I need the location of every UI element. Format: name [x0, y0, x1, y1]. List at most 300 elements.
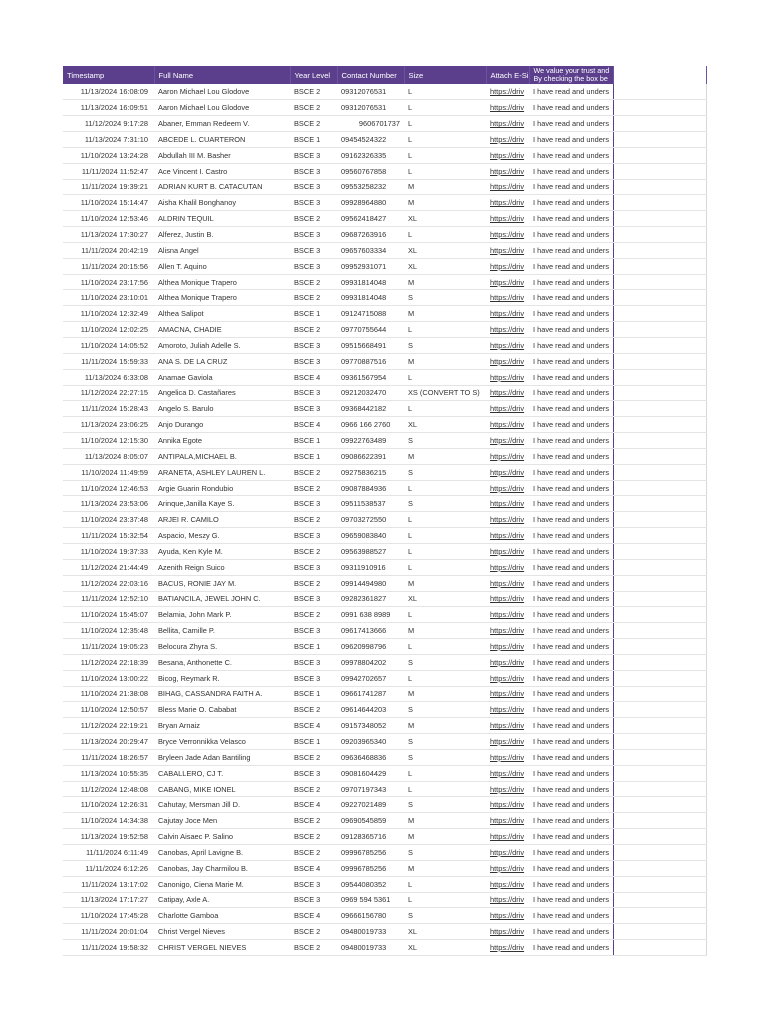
year-level-cell[interactable]: BSCE 2 [290, 702, 337, 718]
size-cell[interactable]: M [404, 718, 486, 734]
contact-number-cell[interactable]: 09703272550 [337, 512, 404, 528]
header-full-name[interactable]: Full Name [154, 66, 290, 84]
full-name-cell[interactable]: ARJEI R. CAMILO [154, 512, 290, 528]
full-name-cell[interactable]: Cajutay Joce Men [154, 813, 290, 829]
size-cell[interactable]: L [404, 132, 486, 148]
contact-number-cell[interactable]: 09996785256 [337, 845, 404, 861]
timestamp-cell[interactable]: 11/10/2024 12:02:25 [63, 322, 154, 338]
empty-cell[interactable] [613, 417, 706, 433]
consent-cell[interactable]: I have read and unders [529, 385, 613, 401]
consent-cell[interactable]: I have read and unders [529, 306, 613, 322]
empty-cell[interactable] [613, 242, 706, 258]
contact-number-cell[interactable]: 09931814048 [337, 290, 404, 306]
year-level-cell[interactable]: BSCE 3 [290, 591, 337, 607]
esignature-link[interactable]: https://driv [486, 274, 529, 290]
timestamp-cell[interactable]: 11/11/2024 6:12:26 [63, 860, 154, 876]
year-level-cell[interactable]: BSCE 2 [290, 749, 337, 765]
consent-cell[interactable]: I have read and unders [529, 829, 613, 845]
table-row[interactable] [63, 385, 706, 401]
table-row[interactable] [63, 639, 706, 655]
year-level-cell[interactable]: BSCE 3 [290, 258, 337, 274]
timestamp-cell[interactable]: 11/13/2024 20:29:47 [63, 734, 154, 750]
contact-number-cell[interactable]: 0991 638 8989 [337, 607, 404, 623]
contact-number-cell[interactable]: 09312076531 [337, 84, 404, 100]
table-row[interactable] [63, 116, 706, 132]
full-name-cell[interactable]: Angelica D. Castañares [154, 385, 290, 401]
empty-cell[interactable] [613, 116, 706, 132]
size-cell[interactable]: L [404, 116, 486, 132]
timestamp-cell[interactable]: 11/13/2024 8:05:07 [63, 448, 154, 464]
contact-number-cell[interactable]: 09952931071 [337, 258, 404, 274]
size-cell[interactable]: S [404, 338, 486, 354]
esignature-link[interactable]: https://driv [486, 623, 529, 639]
size-cell[interactable]: S [404, 845, 486, 861]
contact-number-cell[interactable]: 09212032470 [337, 385, 404, 401]
consent-cell[interactable]: I have read and unders [529, 242, 613, 258]
full-name-cell[interactable]: Abdullah III M. Basher [154, 147, 290, 163]
table-row[interactable] [63, 147, 706, 163]
full-name-cell[interactable]: Bryleen Jade Adan Bantiling [154, 749, 290, 765]
consent-cell[interactable]: I have read and unders [529, 734, 613, 750]
size-cell[interactable]: M [404, 195, 486, 211]
year-level-cell[interactable]: BSCE 2 [290, 116, 337, 132]
full-name-cell[interactable]: Azenith Reign Suico [154, 559, 290, 575]
size-cell[interactable]: M [404, 353, 486, 369]
size-cell[interactable]: S [404, 496, 486, 512]
empty-cell[interactable] [613, 369, 706, 385]
full-name-cell[interactable]: Bryan Arnaiz [154, 718, 290, 734]
header-contact-number[interactable]: Contact Number [337, 66, 404, 84]
table-row[interactable] [63, 322, 706, 338]
table-row[interactable] [63, 195, 706, 211]
year-level-cell[interactable]: BSCE 2 [290, 480, 337, 496]
timestamp-cell[interactable]: 11/10/2024 14:34:38 [63, 813, 154, 829]
empty-cell[interactable] [613, 480, 706, 496]
empty-cell[interactable] [613, 84, 706, 100]
timestamp-cell[interactable]: 11/13/2024 17:17:27 [63, 892, 154, 908]
consent-cell[interactable]: I have read and unders [529, 940, 613, 956]
year-level-cell[interactable]: BSCE 3 [290, 876, 337, 892]
table-row[interactable] [63, 290, 706, 306]
size-cell[interactable]: S [404, 290, 486, 306]
size-cell[interactable]: M [404, 829, 486, 845]
contact-number-cell[interactable]: 09480019733 [337, 940, 404, 956]
timestamp-cell[interactable]: 11/11/2024 19:05:23 [63, 639, 154, 655]
consent-cell[interactable]: I have read and unders [529, 781, 613, 797]
consent-cell[interactable]: I have read and unders [529, 480, 613, 496]
size-cell[interactable]: L [404, 147, 486, 163]
size-cell[interactable]: L [404, 670, 486, 686]
year-level-cell[interactable]: BSCE 2 [290, 274, 337, 290]
header-year-level[interactable]: Year Level [290, 66, 337, 84]
esignature-link[interactable]: https://driv [486, 322, 529, 338]
timestamp-cell[interactable]: 11/10/2024 23:37:48 [63, 512, 154, 528]
esignature-link[interactable]: https://driv [486, 306, 529, 322]
esignature-link[interactable]: https://driv [486, 829, 529, 845]
esignature-link[interactable]: https://driv [486, 892, 529, 908]
consent-cell[interactable]: I have read and unders [529, 623, 613, 639]
consent-cell[interactable]: I have read and unders [529, 227, 613, 243]
year-level-cell[interactable]: BSCE 2 [290, 543, 337, 559]
empty-cell[interactable] [613, 433, 706, 449]
contact-number-cell[interactable]: 09770887516 [337, 353, 404, 369]
consent-cell[interactable]: I have read and unders [529, 211, 613, 227]
timestamp-cell[interactable]: 11/11/2024 13:17:02 [63, 876, 154, 892]
consent-cell[interactable]: I have read and unders [529, 654, 613, 670]
size-cell[interactable]: L [404, 528, 486, 544]
esignature-link[interactable]: https://driv [486, 496, 529, 512]
contact-number-cell[interactable]: 09620998796 [337, 639, 404, 655]
timestamp-cell[interactable]: 11/11/2024 6:11:49 [63, 845, 154, 861]
contact-number-cell[interactable]: 09454524322 [337, 132, 404, 148]
empty-cell[interactable] [613, 448, 706, 464]
year-level-cell[interactable]: BSCE 4 [290, 908, 337, 924]
contact-number-cell[interactable]: 09087884936 [337, 480, 404, 496]
table-row[interactable] [63, 718, 706, 734]
year-level-cell[interactable]: BSCE 3 [290, 163, 337, 179]
timestamp-cell[interactable]: 11/11/2024 12:52:10 [63, 591, 154, 607]
empty-cell[interactable] [613, 654, 706, 670]
full-name-cell[interactable]: Ayuda, Ken Kyle M. [154, 543, 290, 559]
timestamp-cell[interactable]: 11/10/2024 12:15:30 [63, 433, 154, 449]
timestamp-cell[interactable]: 11/10/2024 13:00:22 [63, 670, 154, 686]
esignature-link[interactable]: https://driv [486, 211, 529, 227]
full-name-cell[interactable]: Annika Egote [154, 433, 290, 449]
empty-cell[interactable] [613, 734, 706, 750]
contact-number-cell[interactable]: 09942702657 [337, 670, 404, 686]
contact-number-cell[interactable]: 09275836215 [337, 464, 404, 480]
empty-cell[interactable] [613, 211, 706, 227]
full-name-cell[interactable]: BIHAG, CASSANDRA FAITH A. [154, 686, 290, 702]
esignature-link[interactable]: https://driv [486, 797, 529, 813]
empty-cell[interactable] [613, 670, 706, 686]
year-level-cell[interactable]: BSCE 2 [290, 781, 337, 797]
empty-cell[interactable] [613, 512, 706, 528]
empty-cell[interactable] [613, 575, 706, 591]
size-cell[interactable]: S [404, 908, 486, 924]
empty-cell[interactable] [613, 401, 706, 417]
consent-cell[interactable]: I have read and unders [529, 116, 613, 132]
esignature-link[interactable]: https://driv [486, 528, 529, 544]
consent-cell[interactable]: I have read and unders [529, 258, 613, 274]
contact-number-cell[interactable]: 09659083840 [337, 528, 404, 544]
table-row[interactable] [63, 940, 706, 956]
contact-number-cell[interactable]: 09515668491 [337, 338, 404, 354]
consent-cell[interactable]: I have read and unders [529, 290, 613, 306]
empty-cell[interactable] [613, 338, 706, 354]
consent-cell[interactable]: I have read and unders [529, 559, 613, 575]
consent-cell[interactable]: I have read and unders [529, 908, 613, 924]
consent-cell[interactable]: I have read and unders [529, 132, 613, 148]
year-level-cell[interactable]: BSCE 3 [290, 338, 337, 354]
size-cell[interactable]: M [404, 274, 486, 290]
empty-cell[interactable] [613, 464, 706, 480]
empty-cell[interactable] [613, 924, 706, 940]
consent-cell[interactable]: I have read and unders [529, 417, 613, 433]
full-name-cell[interactable]: ARANETA, ASHLEY LAUREN L. [154, 464, 290, 480]
contact-number-cell[interactable]: 09553258232 [337, 179, 404, 195]
esignature-link[interactable]: https://driv [486, 749, 529, 765]
table-row[interactable] [63, 100, 706, 116]
size-cell[interactable]: M [404, 306, 486, 322]
contact-number-cell[interactable]: 09931814048 [337, 274, 404, 290]
timestamp-cell[interactable]: 11/13/2024 16:09:51 [63, 100, 154, 116]
year-level-cell[interactable]: BSCE 3 [290, 147, 337, 163]
empty-cell[interactable] [613, 496, 706, 512]
full-name-cell[interactable]: Anamae Gaviola [154, 369, 290, 385]
esignature-link[interactable]: https://driv [486, 385, 529, 401]
year-level-cell[interactable]: BSCE 3 [290, 892, 337, 908]
consent-cell[interactable]: I have read and unders [529, 353, 613, 369]
full-name-cell[interactable]: Alferez, Justin B. [154, 227, 290, 243]
consent-cell[interactable]: I have read and unders [529, 448, 613, 464]
consent-cell[interactable]: I have read and unders [529, 147, 613, 163]
full-name-cell[interactable]: Anjo Durango [154, 417, 290, 433]
contact-number-cell[interactable]: 09690545859 [337, 813, 404, 829]
year-level-cell[interactable]: BSCE 3 [290, 654, 337, 670]
year-level-cell[interactable]: BSCE 1 [290, 448, 337, 464]
esignature-link[interactable]: https://driv [486, 242, 529, 258]
esignature-link[interactable]: https://driv [486, 670, 529, 686]
full-name-cell[interactable]: Alisna Angel [154, 242, 290, 258]
year-level-cell[interactable]: BSCE 2 [290, 512, 337, 528]
table-row[interactable] [63, 84, 706, 100]
consent-cell[interactable]: I have read and unders [529, 797, 613, 813]
consent-cell[interactable]: I have read and unders [529, 702, 613, 718]
esignature-link[interactable]: https://driv [486, 639, 529, 655]
size-cell[interactable]: L [404, 607, 486, 623]
contact-number-cell[interactable]: 09544080352 [337, 876, 404, 892]
empty-cell[interactable] [613, 607, 706, 623]
size-cell[interactable]: M [404, 813, 486, 829]
contact-number-cell[interactable]: 09563988527 [337, 543, 404, 559]
size-cell[interactable]: L [404, 639, 486, 655]
size-cell[interactable]: L [404, 100, 486, 116]
year-level-cell[interactable]: BSCE 2 [290, 464, 337, 480]
timestamp-cell[interactable]: 11/10/2024 12:32:49 [63, 306, 154, 322]
consent-cell[interactable]: I have read and unders [529, 591, 613, 607]
size-cell[interactable]: M [404, 179, 486, 195]
table-row[interactable] [63, 686, 706, 702]
full-name-cell[interactable]: Arinque,Janilla Kaye S. [154, 496, 290, 512]
full-name-cell[interactable]: Bicog, Reymark R. [154, 670, 290, 686]
timestamp-cell[interactable]: 11/13/2024 10:55:35 [63, 765, 154, 781]
size-cell[interactable]: S [404, 734, 486, 750]
contact-number-cell[interactable]: 09511538537 [337, 496, 404, 512]
timestamp-cell[interactable]: 11/12/2024 21:44:49 [63, 559, 154, 575]
empty-cell[interactable] [613, 797, 706, 813]
full-name-cell[interactable]: Canobas, April Lavigne B. [154, 845, 290, 861]
empty-cell[interactable] [613, 940, 706, 956]
size-cell[interactable]: L [404, 543, 486, 559]
year-level-cell[interactable]: BSCE 4 [290, 417, 337, 433]
contact-number-cell[interactable]: 09560767858 [337, 163, 404, 179]
size-cell[interactable]: L [404, 369, 486, 385]
timestamp-cell[interactable]: 11/10/2024 11:49:59 [63, 464, 154, 480]
full-name-cell[interactable]: Aaron Michael Lou Glodove [154, 100, 290, 116]
consent-cell[interactable]: I have read and unders [529, 575, 613, 591]
year-level-cell[interactable]: BSCE 4 [290, 797, 337, 813]
esignature-link[interactable]: https://driv [486, 353, 529, 369]
timestamp-cell[interactable]: 11/10/2024 23:17:56 [63, 274, 154, 290]
consent-cell[interactable]: I have read and unders [529, 686, 613, 702]
empty-cell[interactable] [613, 179, 706, 195]
full-name-cell[interactable]: AMACNA, CHADIE [154, 322, 290, 338]
timestamp-cell[interactable]: 11/10/2024 13:24:28 [63, 147, 154, 163]
size-cell[interactable]: L [404, 892, 486, 908]
empty-cell[interactable] [613, 749, 706, 765]
contact-number-cell[interactable]: 09157348052 [337, 718, 404, 734]
empty-cell[interactable] [613, 147, 706, 163]
year-level-cell[interactable]: BSCE 3 [290, 227, 337, 243]
full-name-cell[interactable]: Allen T. Aquino [154, 258, 290, 274]
size-cell[interactable]: L [404, 163, 486, 179]
timestamp-cell[interactable]: 11/11/2024 20:01:04 [63, 924, 154, 940]
timestamp-cell[interactable]: 11/12/2024 22:03:16 [63, 575, 154, 591]
table-row[interactable] [63, 211, 706, 227]
full-name-cell[interactable]: Ace Vincent I. Castro [154, 163, 290, 179]
consent-cell[interactable]: I have read and unders [529, 322, 613, 338]
timestamp-cell[interactable]: 11/11/2024 20:15:56 [63, 258, 154, 274]
timestamp-cell[interactable]: 11/10/2024 12:50:57 [63, 702, 154, 718]
empty-cell[interactable] [613, 860, 706, 876]
table-row[interactable] [63, 338, 706, 354]
esignature-link[interactable]: https://driv [486, 575, 529, 591]
full-name-cell[interactable]: Abaner, Emman Redeem V. [154, 116, 290, 132]
contact-number-cell[interactable]: 09770755644 [337, 322, 404, 338]
esignature-link[interactable]: https://driv [486, 845, 529, 861]
contact-number-cell[interactable]: 0969 594 5361 [337, 892, 404, 908]
empty-cell[interactable] [613, 876, 706, 892]
size-cell[interactable]: L [404, 322, 486, 338]
timestamp-cell[interactable]: 11/10/2024 19:37:33 [63, 543, 154, 559]
full-name-cell[interactable]: Cahutay, Mersman Jill D. [154, 797, 290, 813]
esignature-link[interactable]: https://driv [486, 591, 529, 607]
year-level-cell[interactable]: BSCE 3 [290, 528, 337, 544]
contact-number-cell[interactable]: 09282361827 [337, 591, 404, 607]
consent-cell[interactable]: I have read and unders [529, 876, 613, 892]
full-name-cell[interactable]: Calvin Aisaec P. Salino [154, 829, 290, 845]
header-empty[interactable] [613, 66, 706, 84]
table-row[interactable] [63, 575, 706, 591]
year-level-cell[interactable]: BSCE 2 [290, 84, 337, 100]
table-row[interactable] [63, 528, 706, 544]
timestamp-cell[interactable]: 11/13/2024 23:53:06 [63, 496, 154, 512]
consent-cell[interactable]: I have read and unders [529, 338, 613, 354]
consent-cell[interactable]: I have read and unders [529, 845, 613, 861]
full-name-cell[interactable]: Belamia, John Mark P. [154, 607, 290, 623]
size-cell[interactable]: M [404, 623, 486, 639]
timestamp-cell[interactable]: 11/10/2024 12:46:53 [63, 480, 154, 496]
size-cell[interactable]: XL [404, 417, 486, 433]
full-name-cell[interactable]: BATIANCILA, JEWEL JOHN C. [154, 591, 290, 607]
consent-cell[interactable]: I have read and unders [529, 84, 613, 100]
table-row[interactable] [63, 448, 706, 464]
empty-cell[interactable] [613, 353, 706, 369]
timestamp-cell[interactable]: 11/10/2024 12:35:48 [63, 623, 154, 639]
full-name-cell[interactable]: CABALLERO, CJ T. [154, 765, 290, 781]
esignature-link[interactable]: https://driv [486, 702, 529, 718]
size-cell[interactable]: M [404, 448, 486, 464]
full-name-cell[interactable]: Amoroto, Juliah Adelle S. [154, 338, 290, 354]
contact-number-cell[interactable]: 09614644203 [337, 702, 404, 718]
full-name-cell[interactable]: Aspacio, Meszy G. [154, 528, 290, 544]
year-level-cell[interactable]: BSCE 1 [290, 433, 337, 449]
empty-cell[interactable] [613, 132, 706, 148]
consent-cell[interactable]: I have read and unders [529, 860, 613, 876]
year-level-cell[interactable]: BSCE 3 [290, 385, 337, 401]
esignature-link[interactable]: https://driv [486, 258, 529, 274]
esignature-link[interactable]: https://driv [486, 860, 529, 876]
year-level-cell[interactable]: BSCE 2 [290, 100, 337, 116]
consent-cell[interactable]: I have read and unders [529, 274, 613, 290]
table-row[interactable] [63, 829, 706, 845]
table-row[interactable] [63, 892, 706, 908]
esignature-link[interactable]: https://driv [486, 876, 529, 892]
table-row[interactable] [63, 179, 706, 195]
table-row[interactable] [63, 623, 706, 639]
contact-number-cell[interactable]: 09227021489 [337, 797, 404, 813]
year-level-cell[interactable]: BSCE 1 [290, 734, 337, 750]
year-level-cell[interactable]: BSCE 2 [290, 290, 337, 306]
consent-cell[interactable]: I have read and unders [529, 512, 613, 528]
full-name-cell[interactable]: Besana, Anthonette C. [154, 654, 290, 670]
full-name-cell[interactable]: Angelo S. Barulo [154, 401, 290, 417]
size-cell[interactable]: L [404, 512, 486, 528]
empty-cell[interactable] [613, 163, 706, 179]
size-cell[interactable]: S [404, 464, 486, 480]
timestamp-cell[interactable]: 11/12/2024 12:48:08 [63, 781, 154, 797]
esignature-link[interactable]: https://driv [486, 765, 529, 781]
consent-cell[interactable]: I have read and unders [529, 179, 613, 195]
header-size[interactable]: Size [404, 66, 486, 84]
consent-cell[interactable]: I have read and unders [529, 765, 613, 781]
esignature-link[interactable]: https://driv [486, 116, 529, 132]
consent-cell[interactable]: I have read and unders [529, 464, 613, 480]
esignature-link[interactable]: https://driv [486, 433, 529, 449]
table-row[interactable] [63, 353, 706, 369]
header-timestamp[interactable]: Timestamp [63, 66, 154, 84]
consent-cell[interactable]: I have read and unders [529, 924, 613, 940]
esignature-link[interactable]: https://driv [486, 147, 529, 163]
contact-number-cell[interactable]: 09922763489 [337, 433, 404, 449]
year-level-cell[interactable]: BSCE 2 [290, 607, 337, 623]
size-cell[interactable]: S [404, 797, 486, 813]
esignature-link[interactable]: https://driv [486, 908, 529, 924]
size-cell[interactable]: S [404, 749, 486, 765]
year-level-cell[interactable]: BSCE 3 [290, 242, 337, 258]
empty-cell[interactable] [613, 829, 706, 845]
empty-cell[interactable] [613, 908, 706, 924]
contact-number-cell[interactable]: 09707197343 [337, 781, 404, 797]
timestamp-cell[interactable]: 11/12/2024 22:19:21 [63, 718, 154, 734]
contact-number-cell[interactable]: 09687263916 [337, 227, 404, 243]
table-row[interactable] [63, 797, 706, 813]
full-name-cell[interactable]: ADRIAN KURT B. CATACUTAN [154, 179, 290, 195]
esignature-link[interactable]: https://driv [486, 781, 529, 797]
full-name-cell[interactable]: ABCEDE L. CUARTERON [154, 132, 290, 148]
year-level-cell[interactable]: BSCE 2 [290, 845, 337, 861]
full-name-cell[interactable]: Althea Monique Trapero [154, 274, 290, 290]
year-level-cell[interactable]: BSCE 2 [290, 924, 337, 940]
timestamp-cell[interactable]: 11/13/2024 17:30:27 [63, 227, 154, 243]
timestamp-cell[interactable]: 11/11/2024 15:28:43 [63, 401, 154, 417]
contact-number-cell[interactable]: 09996785256 [337, 860, 404, 876]
contact-number-cell[interactable]: 09368442182 [337, 401, 404, 417]
year-level-cell[interactable]: BSCE 3 [290, 670, 337, 686]
contact-number-cell[interactable]: 09162326335 [337, 147, 404, 163]
full-name-cell[interactable]: Catipay, Axle A. [154, 892, 290, 908]
